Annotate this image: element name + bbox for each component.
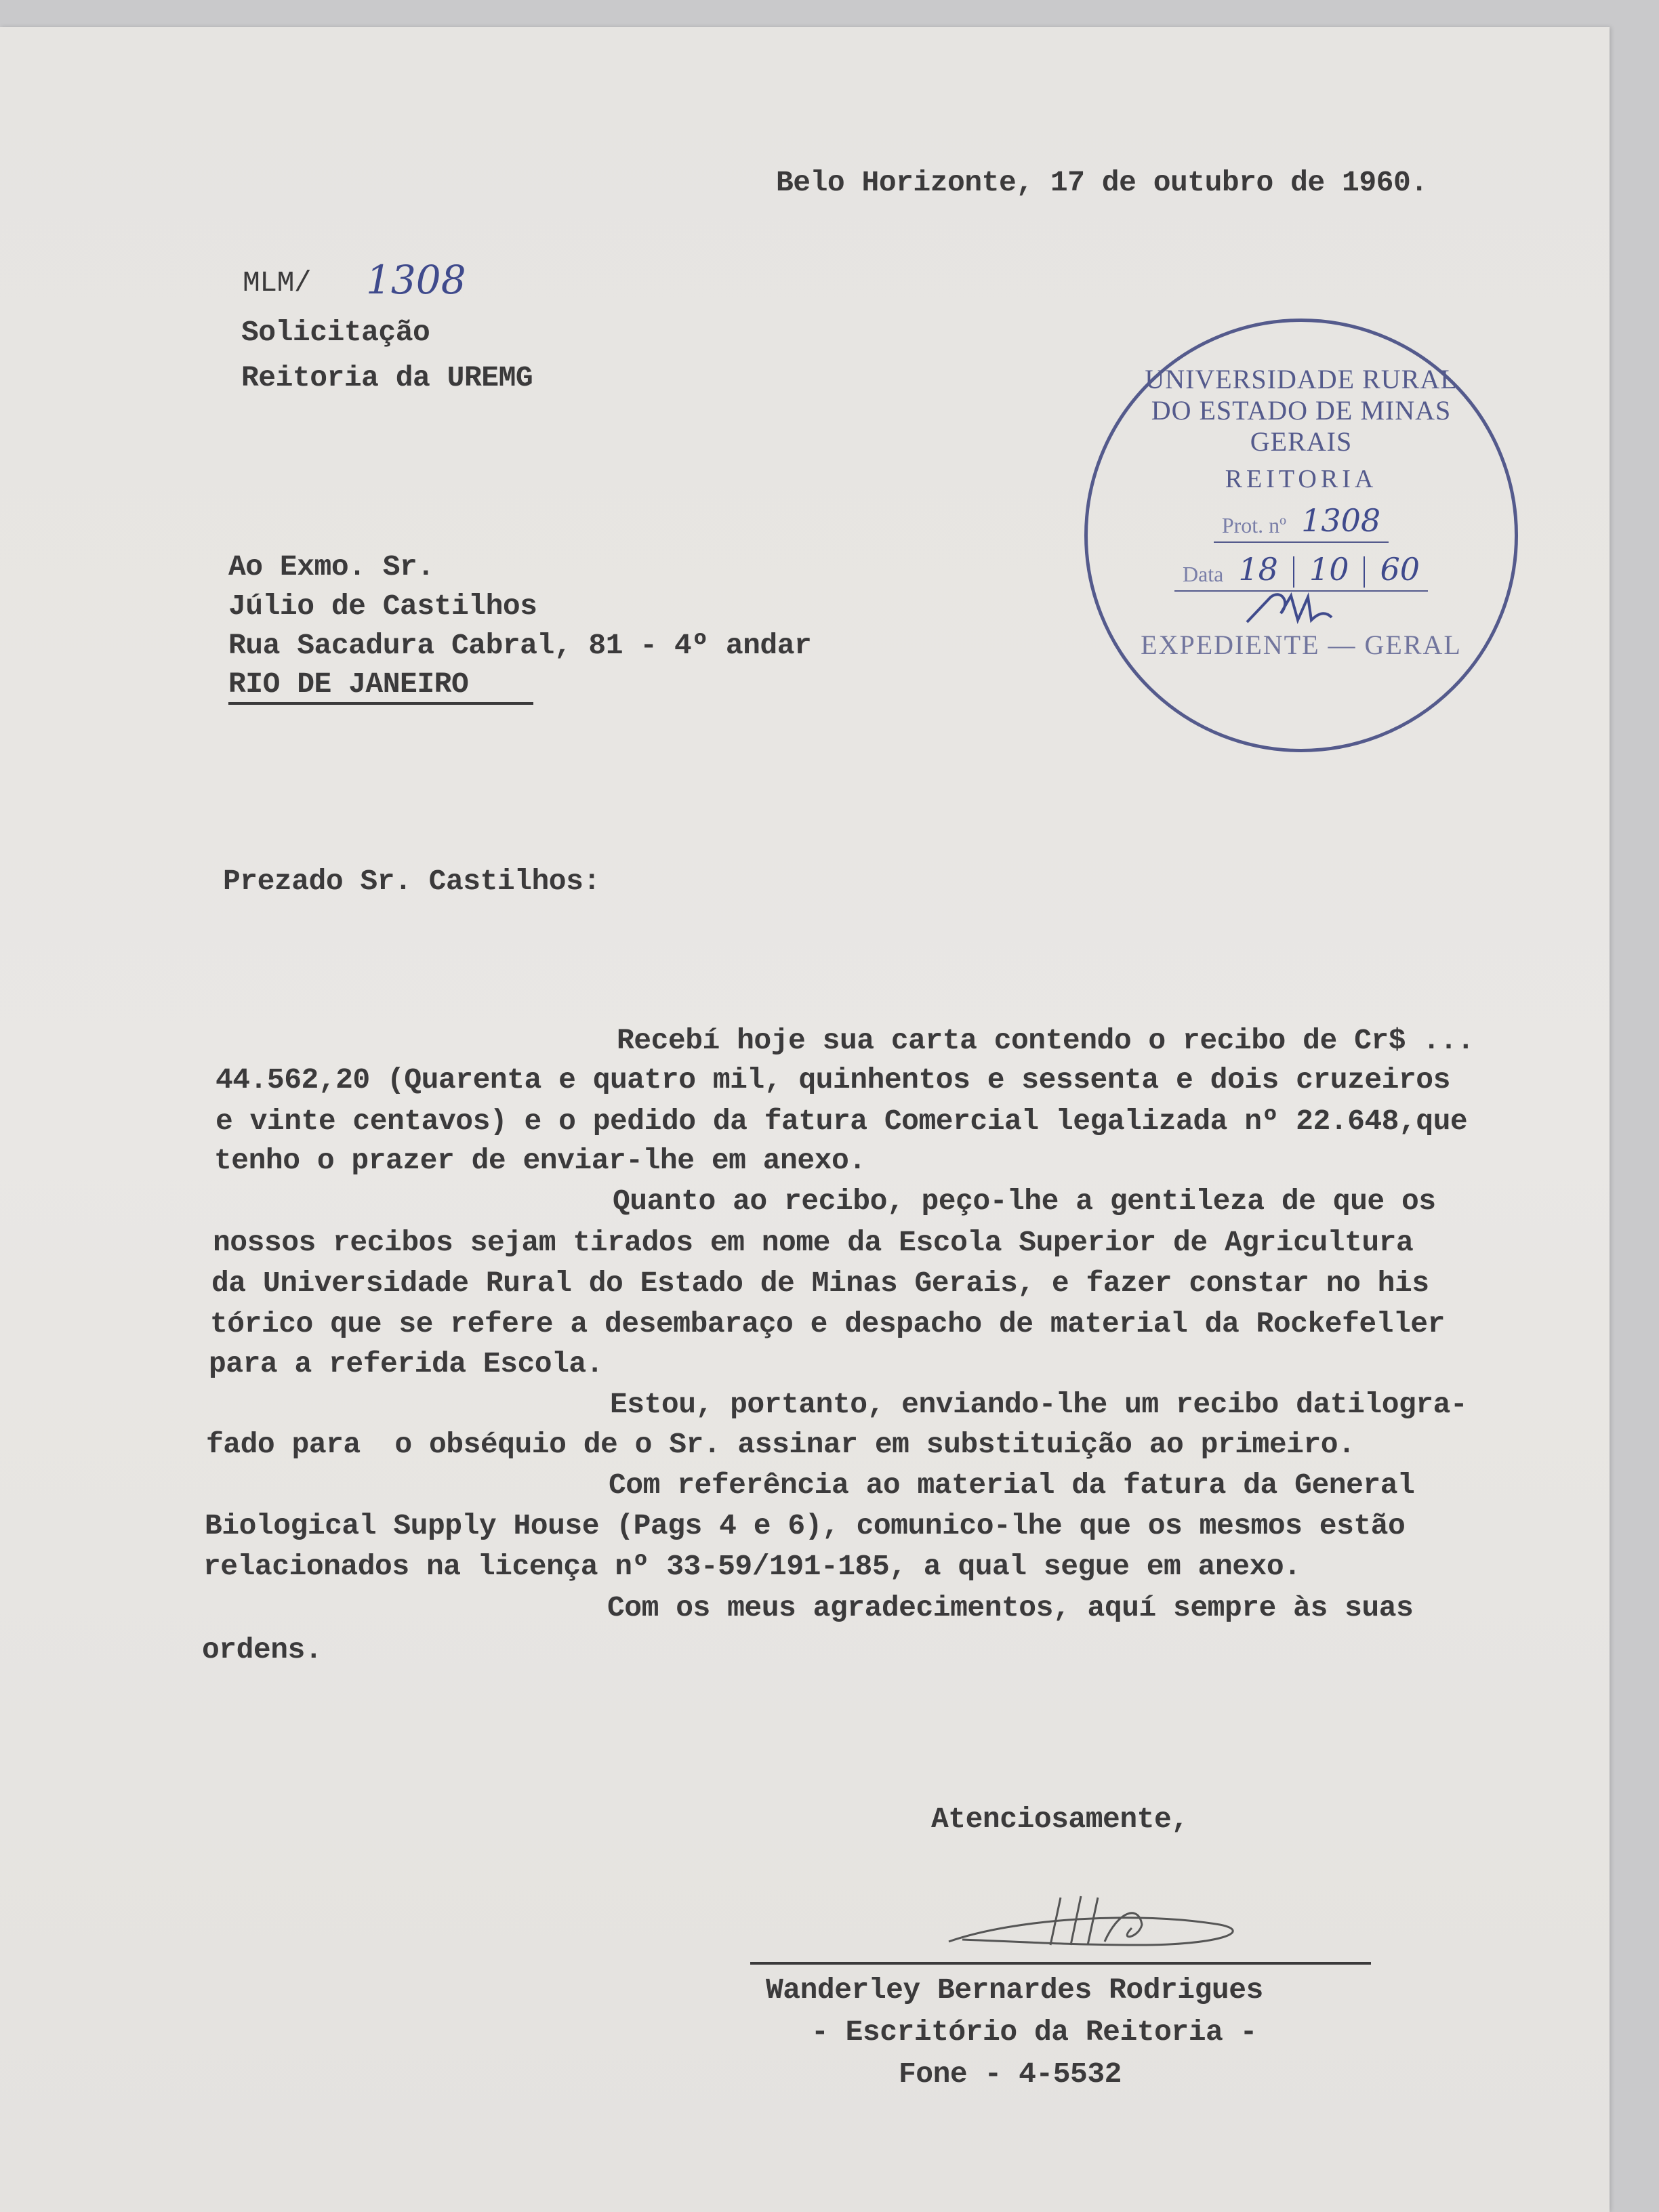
stamp-prot-value: 1308 xyxy=(1301,502,1381,539)
body-line: Com os meus agradecimentos, aquí sempre às suas xyxy=(607,1591,1414,1624)
signature xyxy=(935,1877,1315,1959)
body-line: 44.562,20 (Quarenta e quatro mil, quinhentos e sessenta e dois cruzeiros xyxy=(216,1063,1450,1097)
signer-phone: Fone - 4-5532 xyxy=(899,2057,1122,2091)
recipient-name: Júlio de Castilhos xyxy=(228,590,537,623)
body-line: Quanto ao recibo, peço-lhe a gentileza de que os xyxy=(613,1185,1436,1218)
reitoria-stamp xyxy=(1084,319,1518,752)
body-line: Biological Supply House (Pags 4 e 6), comunico-lhe que os mesmos estão xyxy=(205,1509,1406,1542)
body-line: e vinte centavos) e o pedido da fatura Comercial legalizada nº 22.648,que xyxy=(216,1105,1468,1138)
body-line: tenho o prazer de enviar-lhe em anexo. xyxy=(214,1144,866,1177)
stamp-date-row xyxy=(1174,551,1428,592)
body-line: Recebí hoje sua carta contendo o recibo de Cr$ ... xyxy=(617,1024,1475,1057)
signature-line xyxy=(750,1962,1371,1965)
body-line: para a referida Escola. xyxy=(209,1347,603,1380)
stamp-date-day: 18 xyxy=(1238,551,1278,588)
reference-number-handwritten: 1308 xyxy=(366,257,466,303)
stamp-outer-bottom: EXPEDIENTE — GERAL xyxy=(1141,630,1462,660)
body-line: Com referência ao material da fatura da General xyxy=(609,1469,1415,1502)
stamp-outer-top: UNIVERSIDADE RURAL DO ESTADO DE MINAS GERAIS xyxy=(1145,364,1458,457)
stamp-prot-row xyxy=(1214,502,1389,543)
body-line: da Universidade Rural do Estado de Minas Gerais, e fazer constar no his xyxy=(211,1267,1429,1300)
stamp-date-label: Data xyxy=(1182,562,1224,586)
signer-office: - Escritório da Reitoria - xyxy=(811,2015,1257,2049)
recipient-city: RIO DE JANEIRO xyxy=(228,668,469,701)
reference-prefix: MLM/ xyxy=(243,266,312,300)
date-separator xyxy=(1364,556,1365,588)
stamp-center: REITORIA xyxy=(1225,465,1378,493)
subject: Solicitação xyxy=(241,316,430,349)
department: Reitoria da UREMG xyxy=(241,361,533,394)
stamp-prot-label: Prot. nº xyxy=(1221,513,1287,537)
stamp-date-year: 60 xyxy=(1380,551,1420,588)
body-line: nossos recibos sejam tirados em nome da Escola Superior de Agricultura xyxy=(213,1226,1414,1259)
signer-name: Wanderley Bernardes Rodrigues xyxy=(766,1973,1263,2007)
stamp-initials xyxy=(1233,592,1369,626)
place-date: Belo Horizonte, 17 de outubro de 1960. xyxy=(776,166,1428,199)
body-line: fado para o obséquio de o Sr. assinar em substituição ao primeiro. xyxy=(206,1428,1355,1461)
greeting: Prezado Sr. Castilhos: xyxy=(223,865,600,898)
recipient-salutation: Ao Exmo. Sr. xyxy=(228,550,434,583)
closing: Atenciosamente, xyxy=(931,1803,1189,1836)
body-line: Estou, portanto, enviando-lhe um recibo datilogra- xyxy=(610,1388,1468,1421)
body-line: tórico que se refere a desembaraço e despacho de material da Rockefeller xyxy=(210,1307,1445,1340)
recipient-street: Rua Sacadura Cabral, 81 - 4º andar xyxy=(228,629,812,662)
city-underline xyxy=(228,702,533,705)
body-line: ordens. xyxy=(202,1633,323,1666)
body-line: relacionados na licença nº 33-59/191-185, a qual segue em anexo. xyxy=(203,1550,1301,1583)
stamp-date-month: 10 xyxy=(1309,551,1349,588)
date-separator xyxy=(1293,556,1294,588)
